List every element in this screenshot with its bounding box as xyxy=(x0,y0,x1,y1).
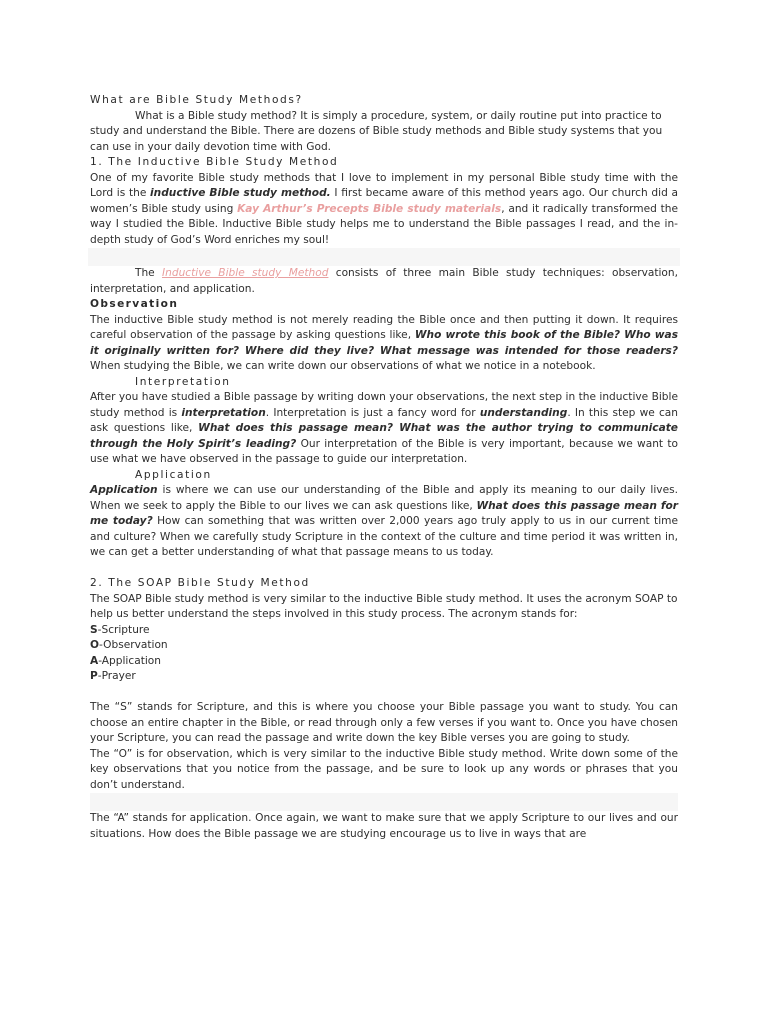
soap-intro-paragraph: The SOAP Bible study method is very similar to the inductive Bible study method. It uses the acronym SOAP to help us better understand the steps involved in this study process. The acronym stands for: xyxy=(90,592,678,620)
inductive-techniques-paragraph: The Inductive Bible study Method consists of three main Bible study techniques: observation, interpretation, and application. xyxy=(90,267,678,295)
scripture-paragraph: The “S” stands for Scripture, and this is where you choose your Bible passage you want to study. You can choose an entire chapter in the Bible, or read through only a few verses if you want to. Once you have chosen your Scripture, you can read the passage and write down the key Bible verses you are going to study. xyxy=(90,701,678,744)
shaded-spacer xyxy=(90,793,678,811)
shaded-spacer xyxy=(88,248,680,266)
inductive-method-link[interactable]: Inductive Bible study Method xyxy=(162,267,329,279)
inductive-intro-paragraph: One of my favorite Bible study methods that I love to implement in my personal Bible study time with the Lord is the inductive Bible study method. I first became aware of this method years ago. Our church did a women’s Bible study using Kay Arthur’s Precepts Bible study materials, and it radically transformed the way I studied the Bible. Inductive Bible study helps me to understand the Bible passages I read, and the in-depth study of God’s Word enriches my soul! xyxy=(90,171,679,246)
application-paragraph: Application is where we can use our understanding of the Bible and apply its meaning to our daily lives. When we seek to apply the Bible to our lives we can ask questions like, What does this passage mean for me today? How can something that was written over 2,000 years ago truly apply to us in our current time and culture? When we carefully study Scripture in the context of the culture and time period it was written in, we can get a better understanding of what that passage means to us today. xyxy=(90,484,678,558)
application-heading: Application xyxy=(135,468,212,481)
precepts-link[interactable]: Kay Arthur’s Precepts Bible study materials xyxy=(237,202,502,215)
section-2-heading: 2. The SOAP Bible Study Method xyxy=(90,577,310,589)
observation-soap-paragraph: The “O” is for observation, which is very similar to the inductive Bible study method. Write down some of the key observations that you notice from the passage, and be sure to look up any words or phrases that you don’t understand. xyxy=(90,747,678,791)
section-1-heading: 1. The Inductive Bible Study Method xyxy=(90,156,339,168)
list-item: S-Scripture xyxy=(90,623,150,636)
observation-paragraph: The inductive Bible study method is not merely reading the Bible once and then putting it down. It requires careful observation of the passage by asking questions like, Who wrote this book of the Bible? Who was it originally written for? Where did they live? What message was intended for those readers? When studying the Bible, we can write down our observations of what we notice in a notebook. xyxy=(90,313,679,372)
intro-paragraph: What is a Bible study method? It is simply a procedure, system, or daily routine put into practice to study and understand the Bible. There are dozens of Bible study methods and Bible study systems that you can use in your daily devotion time with God. xyxy=(90,109,663,153)
observation-heading: Observation xyxy=(90,298,179,310)
soap-acronym-list xyxy=(90,623,678,685)
list-item: O-Observation xyxy=(90,639,168,651)
spacer xyxy=(90,685,678,701)
list-item: A-Application xyxy=(90,654,161,667)
list-item: P-Prayer xyxy=(90,670,136,682)
application-soap-paragraph: The “A” stands for application. Once again, we want to make sure that we apply Scripture to our lives and our situations. How does the Bible passage we are studying encourage us to live in ways that are xyxy=(90,812,678,840)
page-title: What are Bible Study Methods? xyxy=(90,94,303,106)
interpretation-paragraph: After you have studied a Bible passage by writing down your observations, the next step in the inductive Bible study method is interpretation. Interpretation is just a fancy word for understanding. In this step we can ask questions like, What does this passage mean? What was the author trying to communicate through the Holy Spirit’s leading? Our interpretation of the Bible is very important, because we want to use what we have observed in the passage to guide our interpretation. xyxy=(90,391,679,465)
spacer xyxy=(90,561,678,577)
inductive-method-emphasis: inductive Bible study method. xyxy=(150,187,331,199)
interpretation-heading: Interpretation xyxy=(135,375,231,388)
